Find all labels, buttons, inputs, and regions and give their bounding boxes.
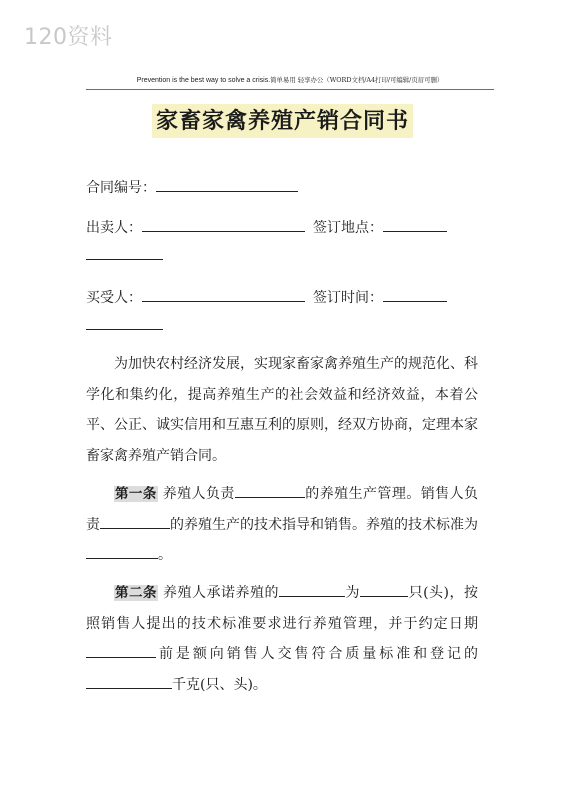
contract-number-line — [86, 176, 298, 198]
article-1-blank-3[interactable] — [86, 543, 158, 559]
sign-time-blank[interactable] — [383, 286, 447, 302]
buyer-label: 买受人： — [86, 290, 142, 306]
article-1-text-3: 的养殖生产的技术指导和销售。养殖的技术标准为 — [170, 516, 478, 533]
article-2-blank-4[interactable] — [86, 673, 172, 689]
document-title: 家畜家禽养殖产销合同书 — [152, 104, 413, 138]
intro-paragraph: 为加快农村经济发展，实现家畜家禽养殖生产的规范化、科学化和集约化，提高养殖生产的社会效益和经济效益，本着公平、公正、诚实信用和互惠互利的原则，经双方协商，定理本家畜家禽养殖产销合同。 — [86, 356, 478, 464]
article-1-text-2: 的养殖生产管理。销售人负责 — [86, 486, 479, 533]
article-1-blank-2[interactable] — [100, 513, 170, 529]
header-chinese: 简单易用 轻享办公（WORD文档/A4打印/可编辑/页眉可删） — [270, 76, 444, 84]
contract-number-label: 合同编号： — [86, 180, 156, 196]
sign-time-label: 签订时间： — [313, 290, 383, 306]
article-2-text-4: 前是额向销售人交售符合质量标准和登记的 — [156, 646, 478, 663]
article-1 — [86, 479, 478, 571]
article-2-text-2: 为 — [345, 585, 361, 601]
title-container — [0, 104, 565, 138]
article-2-blank-2[interactable] — [360, 581, 408, 597]
contract-number-blank[interactable] — [156, 176, 298, 192]
article-2-text-5: 千克(只、头)。 — [172, 676, 267, 693]
sign-place-continuation — [86, 244, 163, 266]
seller-line — [86, 216, 447, 238]
article-2 — [86, 578, 478, 700]
watermark: 120资料 — [24, 25, 113, 50]
buyer-blank[interactable] — [142, 286, 305, 302]
page-header — [86, 75, 494, 89]
article-2-text-1: 养殖人承诺养殖的 — [163, 585, 280, 601]
seller-label: 出卖人： — [86, 220, 142, 236]
sign-place-blank[interactable] — [383, 216, 447, 232]
buyer-line — [86, 286, 447, 308]
article-1-blank-1[interactable] — [235, 482, 305, 498]
seller-blank[interactable] — [142, 216, 305, 232]
sign-place-label: 签订地点： — [313, 220, 383, 236]
sign-place-blank-cont[interactable] — [86, 244, 163, 260]
article-2-blank-3[interactable] — [86, 642, 156, 658]
header-rule — [86, 89, 494, 90]
article-2-blank-1[interactable] — [279, 581, 345, 597]
article-1-text-1: 养殖人负责 — [162, 486, 235, 502]
header-english: Prevention is the best way to solve a crisis. — [136, 77, 271, 84]
sign-time-blank-cont[interactable] — [86, 314, 163, 330]
article-1-heading: 第一条 — [115, 486, 157, 502]
sign-time-continuation — [86, 314, 163, 336]
article-1-text-4: 。 — [158, 547, 172, 564]
article-2-text-3: 只(头)，按照销售人提出的技术标准要求进行养殖管理，并于约定日期 — [86, 585, 479, 632]
article-2-heading: 第二条 — [115, 585, 158, 601]
